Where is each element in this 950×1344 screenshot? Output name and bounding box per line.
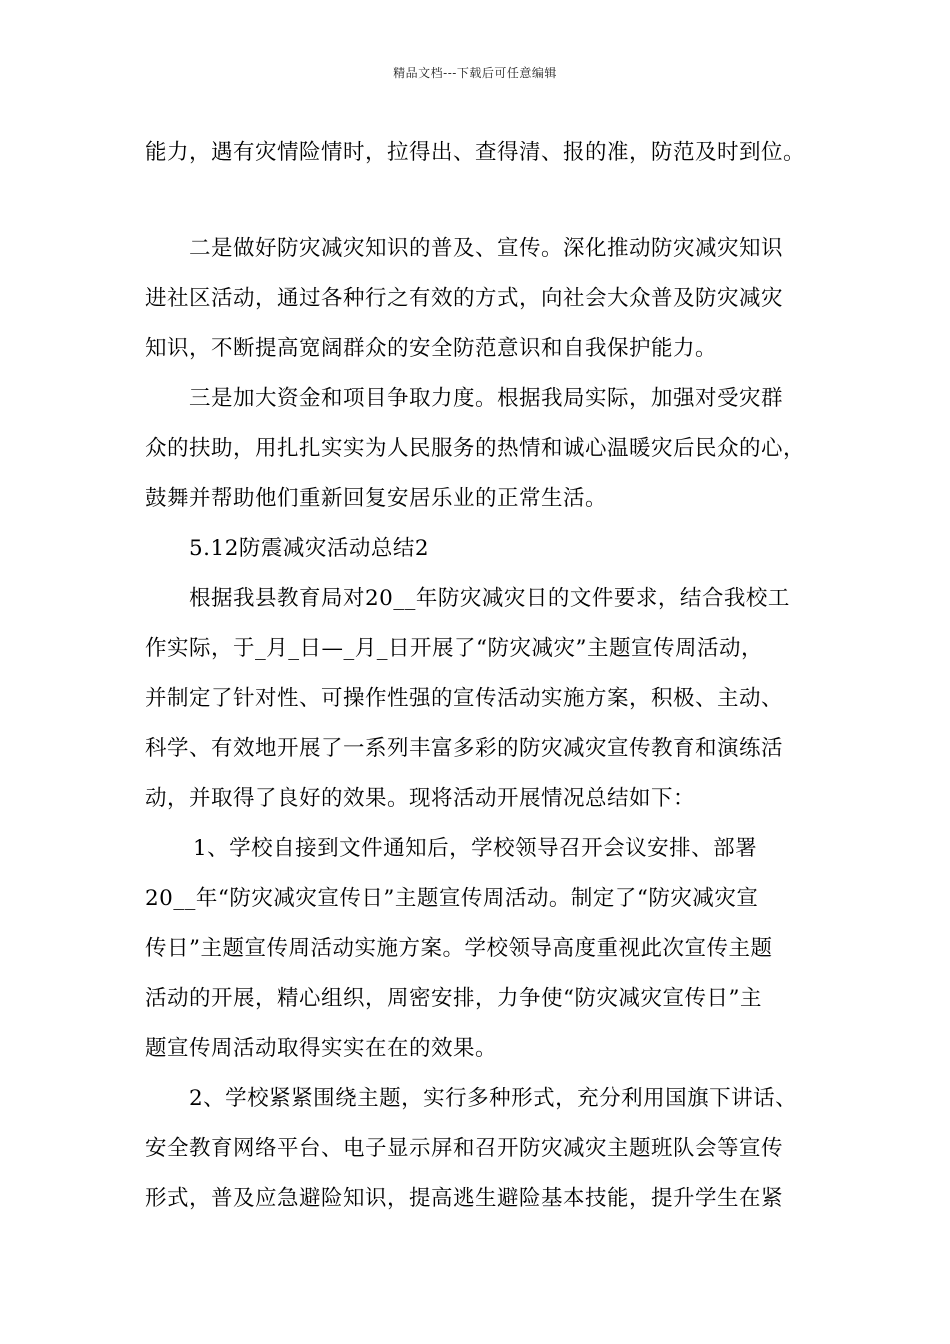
text-line: 题宣传周活动取得实实在在的效果。 bbox=[145, 1036, 498, 1061]
text-line: 并制定了针对性、可操作性强的宣传活动实施方案，积极、主动、 bbox=[145, 686, 784, 711]
text-line: 鼓舞并帮助他们重新回复安居乐业的正常生活。 bbox=[145, 486, 608, 511]
text-line: 二是做好防灾减灾知识的普及、宣传。深化推动防灾减灾知识 bbox=[189, 236, 784, 261]
text-line: 传日”主题宣传周活动实施方案。学校领导高度重视此次宣传主题 bbox=[145, 936, 773, 961]
text-line: 根据我县教育局对20__年防灾减灾日的文件要求，结合我校工 bbox=[189, 586, 790, 611]
section-heading: 5.12防震减灾活动总结2 bbox=[189, 536, 430, 561]
text-line: 众的扶助，用扎扎实实为人民服务的热情和诚心温暖灾后民众的心， bbox=[145, 436, 806, 461]
text-line: 20__年“防灾减灾宣传日”主题宣传周活动。制定了“防灾减灾宣 bbox=[145, 886, 759, 911]
text-line: 活动的开展，精心组织，周密安排，力争使“防灾减灾宣传日”主 bbox=[145, 986, 762, 1011]
text-line: 能力，遇有灾情险情时，拉得出、查得清、报的准，防范及时到位。 bbox=[145, 140, 806, 165]
text-line: 1、学校自接到文件通知后，学校领导召开会议安排、部署 bbox=[193, 836, 758, 861]
text-line: 科学、有效地开展了一系列丰富多彩的防灾减灾宣传教育和演练活 bbox=[145, 736, 784, 761]
document-body bbox=[145, 128, 810, 1224]
text-line: 三是加大资金和项目争取力度。根据我局实际，加强对受灾群 bbox=[189, 386, 784, 411]
text-line: 动，并取得了良好的效果。现将活动开展情况总结如下： bbox=[145, 786, 696, 811]
text-line: 知识，不断提高宽阔群众的安全防范意识和自我保护能力。 bbox=[145, 336, 718, 361]
text-line: 作实际，于_月_日—_月_日开展了“防灾减灾”主题宣传周活动， bbox=[145, 636, 763, 661]
text-line: 形式，普及应急避险知识，提高逃生避险基本技能，提升学生在紧 bbox=[145, 1186, 784, 1211]
text-line: 安全教育网络平台、电子显示屏和召开防灾减灾主题班队会等宣传 bbox=[145, 1136, 784, 1161]
text-line: 进社区活动，通过各种行之有效的方式，向社会大众普及防灾减灾 bbox=[145, 286, 784, 311]
text-line: 2、学校紧紧围绕主题，实行多种形式，充分利用国旗下讲话、 bbox=[189, 1086, 798, 1111]
paragraph-gap bbox=[145, 178, 810, 224]
page-header: 精品文档---下载后可任意编辑 bbox=[393, 66, 557, 80]
